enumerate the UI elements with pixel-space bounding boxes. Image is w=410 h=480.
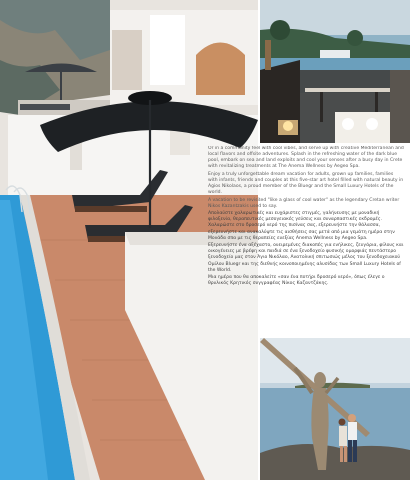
seaside-restaurant-icon [260,0,410,143]
sculpture-couple-photo [260,338,410,480]
paragraph-2: Enjoy a truly unforgettable dream vacation for adults, grown up families, families with infants, friends and couples at this five-star art hotel filled with natural beauty in Agios Nikolaos, a proud member of the Bluegr and the Small Luxury Hotels of the world. [208,171,404,196]
paragraph-6: Μια ημέρα που θα αποκαλείτε «σαν ένα ποτήρι δροσερό νερό», όπως έλεγε ο θρυλικός Κρητικός συγγραφέας Νίκος Καζαντζάκης. [208,275,385,287]
paragraph-3: A vacation to be revisited "like a glass of cool water" as the legendary Cretan writer Nikos Kazantzakis used to say. [208,197,400,209]
paragraph-4: Απολαύστε χαλαρωτικές και ευχάριστες στιγμές, γαλήνευσης με μοναδική φιλοξενία, θεραπευτικές μεσογειακές γεύσεις και συναρπαστικές εκδρομές. Χαλαρώστε στο δροσερό νερό της πισίνας σας, εξερευνήστε την θάλασσα, εξερευνήστε και ανακαλύψτε τις αισθήσεις σας μετά από μια γεμάτη ημέρα στην Μονάδα σπα με τις θεραπείες ευεξίας Anema Wellness by Aegeo Spa. [208,211,395,241]
article-text [208,146,404,332]
sculpture-couple-icon [260,338,410,480]
paragraph-1: Or in a community feel with cool vibes, and serve up with creative Mediterranean and local flavors and offsite adventures. Splash in the refreshing water of the dark blue pool, embark on sea and land exploits and cool your senses after a busy day in Crete with revitalizing treatments at The Anema Wellness by Aegeo Spa. [208,146,404,170]
seaside-restaurant-photo [260,0,410,143]
paragraph-5: Εξερευνήστε ένα αξέχαστο, ονειρεμένες διακοπές για ενήλικες, ζευγάρια, φίλους και οικογένειες με βρέφη και παιδιά σε ένα ξενοδοχείο φυσικής ομορφιάς πεντάστερο ξενοδοχείο μας στον Άγιο Νικόλαο, Ανατολική σπιτωσιώς μέλος του ξενοδοχειακού Ομίλου Bluegr και της διεθνής κοινοποιημένης αλυσίδας των Small Luxury Hotels of the World. [208,243,404,273]
